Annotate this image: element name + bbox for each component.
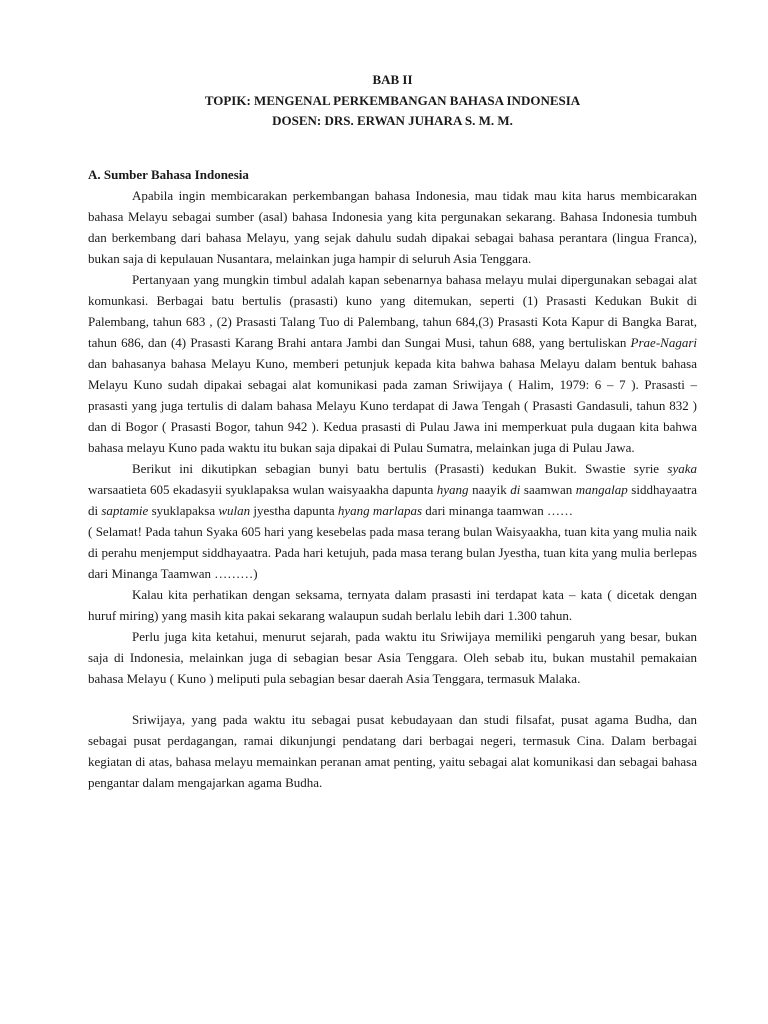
p3-italic-4: mangalap (575, 481, 628, 497)
p3-italic-6: wulan (218, 502, 251, 518)
p3-text-c: naayik (468, 481, 511, 497)
p3-text-d: saamwan (520, 481, 576, 497)
p3-italic-3: di (510, 481, 521, 497)
p3-text-g: jyestha dapunta (250, 502, 338, 518)
p3-italic-1: syaka (667, 460, 697, 476)
p3-text-e: siddhayaatra di (88, 481, 697, 518)
document-body (88, 185, 697, 793)
p3-text-b: warsaatieta 605 ekadasyii syuklapaksa wulan waisyaakha dapunta (88, 481, 437, 497)
document-header (88, 0, 697, 132)
paragraph-2-part-a: Pertanyaan yang mungkin timbul adalah kapan sebenarnya bahasa melayu mulai dipergunakan sebagai alat komunkasi. Berbagai batu bertulis (prasasti) kuno yang ditemukan, seperti (1) Prasasti Kedukan Bukit di Palembang, tahun 683 , (2) Prasasti Talang Tuo di Palembang, tahun 684,(3) Prasasti Kota Kapur di Bangka Barat, tahun 686, dan (4) Prasasti Karang Brahi antara Jambi dan Sungai Musi, tahun 688, yang bertuliskan (88, 271, 697, 350)
p3-italic-2: hyang (436, 481, 469, 497)
paragraph-spacer (88, 689, 697, 709)
p3-italic-5: saptamie (101, 502, 149, 518)
paragraph-3-inscription (88, 458, 697, 521)
paragraph-2 (88, 269, 697, 458)
paragraph-1: Apabila ingin membicarakan perkembangan bahasa Indonesia, mau tidak mau kita harus membicarakan bahasa Melayu sebagai sumber (asal) bahasa Indonesia yang kita pergunakan sekarang. Bahasa Indonesia tumbuh dan berkembang dari bahasa Melayu, yang sejak dahulu sudah dipakai sebagai bahasa perantara (lingua Franca), bukan saja di kepulauan Nusantara, melainkan juga hampir di seluruh Asia Tenggara. (88, 187, 697, 266)
document-page (88, 0, 697, 793)
paragraph-6: Perlu juga kita ketahui, menurut sejarah, pada waktu itu Sriwijaya memiliki pengaruh yang besar, bukan saja di Indonesia, melainkan juga di sebagian besar Asia Tenggara. Oleh sebab itu, bukan mustahil pemakaian bahasa Melayu ( Kuno ) meliputi pula sebagian besar daerah Asia Tenggara, termasuk Malaka. (88, 628, 697, 686)
paragraph-2-part-b: dan bahasanya bahasa Melayu Kuno, memberi petunjuk kepada kita bahwa bahasa Melayu dalam bentuk bahasa Melayu Kuno sudah dipakai sebagai alat komunikasi pada zaman Sriwijaya ( Halim, 1979: 6 – 7 ). Prasasti – prasasti yang juga tertulis di dalam bahasa Melayu Kuno terdapat di Jawa Tengah ( Prasasti Gandasuli, tahun 832 ) dan di Bogor ( Prasasti Bogor, tahun 942 ). Kedua prasasti di Pulau Jawa ini memperkuat pula dugaan kita bahwa bahasa melayu Kuno pada waktu itu bukan saja dipakai di Pulau Sumatra, melainkan juga di Pulau Jawa. (88, 355, 697, 455)
p3-text-f: syuklapaksa (148, 502, 219, 518)
chapter-title: BAB II (372, 72, 413, 87)
paragraph-5: Kalau kita perhatikan dengan seksama, ternyata dalam prasasti ini terdapat kata – kata ( dicetak dengan huruf miring) yang masih kita pakai sekarang walaupun sudah berlalu lebih dari 1.300 tahun. (88, 586, 697, 623)
paragraph-2-italic: Prae-Nagari (630, 334, 697, 350)
paragraph-4-translation: ( Selamat! Pada tahun Syaka 605 hari yang kesebelas pada masa terang bulan Waisyaakha, tuan kita yang mulia naik di perahu menjemput siddhayaatra. Pada hari ketujuh, pada masa terang bulan Jyestha, tuan kita yang mulia berlepas dari Minanga Taamwan ………) (88, 523, 697, 581)
section-heading: A. Sumber Bahasa Indonesia (88, 166, 249, 182)
paragraph-7: Sriwijaya, yang pada waktu itu sebagai pusat kebudayaan dan studi filsafat, pusat agama Budha, dan sebagai pusat perdagangan, ramai dikunjungi pendatang dari berbagai negeri, termasuk Cina. Dalam berbagai kegiatan di atas, bahasa melayu memainkan peranan amat penting, yaitu sebagai alat komunikasi dan sebagai bahasa pengantar dalam mengajarkan agama Budha. (88, 711, 697, 790)
p3-text-h: dari minanga taamwan …… (422, 502, 573, 518)
p3-italic-7: hyang marlapas (337, 502, 423, 518)
topic-title: TOPIK: MENGENAL PERKEMBANGAN BAHASA INDONESIA (204, 92, 581, 108)
lecturer-line: DOSEN: DRS. ERWAN JUHARA S. M. M. (272, 113, 513, 128)
p3-text-a: Berikut ini dikutipkan sebagian bunyi batu bertulis (Prasasti) kedukan Bukit. Swastie syrie (132, 460, 668, 476)
